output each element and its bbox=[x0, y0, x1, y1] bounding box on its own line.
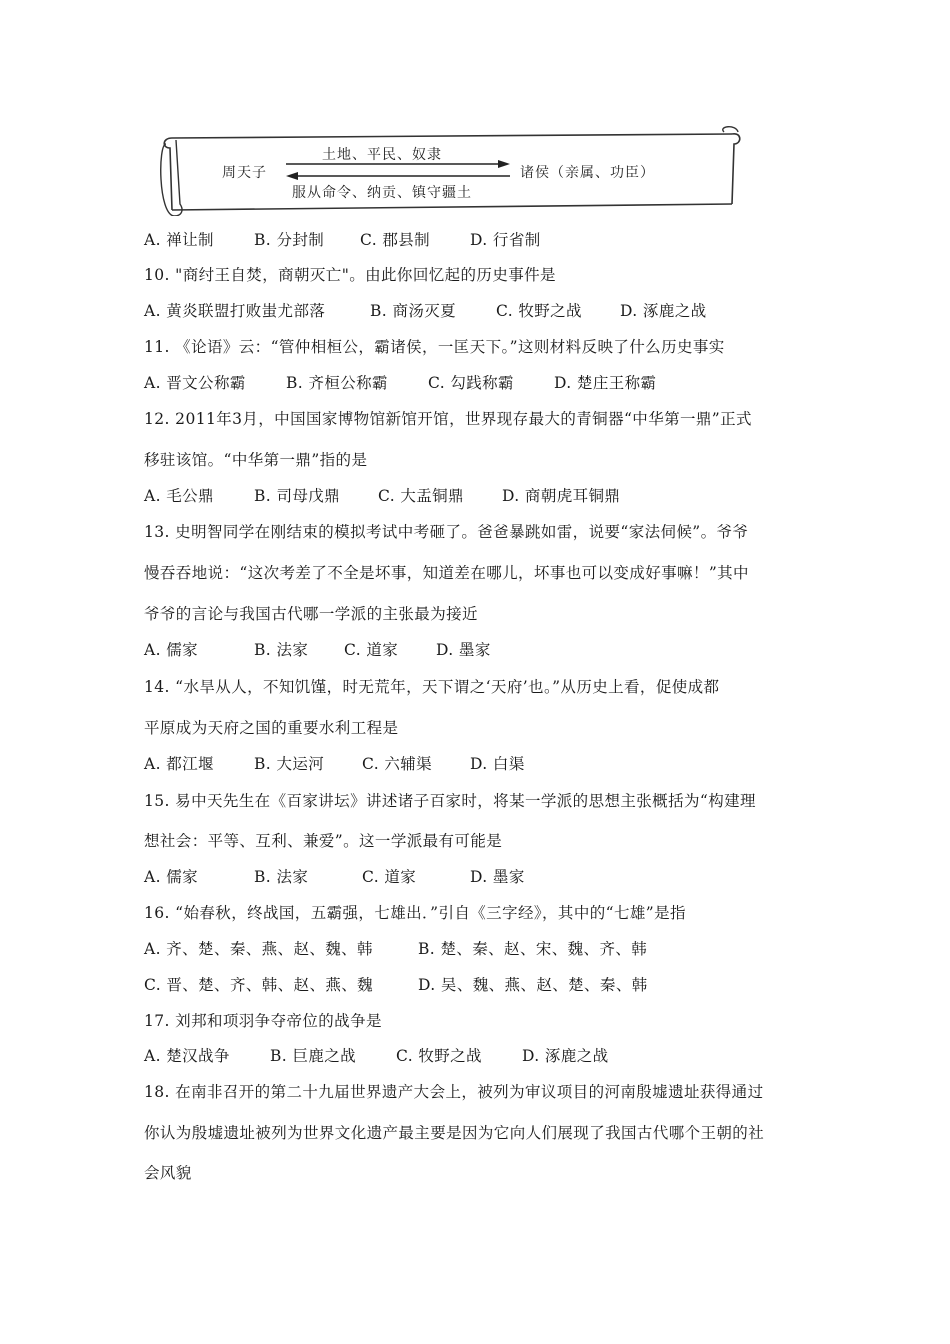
question-text: 移驻该馆。“中华第一鼎”指的是 bbox=[144, 451, 368, 469]
question-text: 18. 在南非召开的第二十九届世界遗产大会上，被列为审议项目的河南殷墟遗址获得通过 bbox=[144, 1083, 764, 1101]
question-text: 会风貌 bbox=[144, 1164, 192, 1182]
answer-option: A. 儒家 bbox=[144, 641, 199, 659]
answer-option: C. 晋、楚、齐、韩、赵、燕、魏 bbox=[144, 976, 374, 994]
answer-option: A. 都江堰 bbox=[144, 755, 214, 773]
answer-option: B. 巨鹿之战 bbox=[270, 1047, 357, 1065]
question-text: 11. 《论语》云：“管仲相桓公，霸诸侯，一匡天下。”这则材料反映了什么历史事实 bbox=[144, 338, 725, 356]
answer-options-row bbox=[144, 973, 804, 995]
answer-option: C. 大盂铜鼎 bbox=[378, 487, 464, 505]
question-text: 15. 易中天先生在《百家讲坛》讲述诸子百家时，将某一学派的思想主张概括为“构建理 bbox=[144, 792, 756, 810]
question-text: 爷爷的言论与我国古代哪一学派的主张最为接近 bbox=[144, 605, 478, 623]
answer-option: A. 儒家 bbox=[144, 868, 199, 886]
answer-option: B. 商汤灭夏 bbox=[370, 302, 457, 320]
answer-options-row bbox=[144, 752, 804, 774]
question-text: 14. “水旱从人，不知饥馑，时无荒年，天下谓之‘天府’也。”从历史上看，促使成都 bbox=[144, 678, 720, 696]
answer-option: D. 商朝虎耳铜鼎 bbox=[502, 487, 621, 505]
answer-option: A. 晋文公称霸 bbox=[144, 374, 246, 392]
answer-option: B. 法家 bbox=[254, 641, 309, 659]
answer-option: C. 勾践称霸 bbox=[428, 374, 514, 392]
answer-option: D. 墨家 bbox=[470, 868, 525, 886]
question-text: 17. 刘邦和项羽争夺帝位的战争是 bbox=[144, 1012, 382, 1030]
answer-option: B. 司母戊鼎 bbox=[254, 487, 341, 505]
vassal-label: 诸侯（亲属、功臣） bbox=[520, 165, 655, 181]
answer-option: A. 楚汉战争 bbox=[144, 1047, 230, 1065]
duty-arrow-label: 服从命令、纳贡、镇守疆土 bbox=[292, 185, 472, 201]
answer-option: C. 牧野之战 bbox=[396, 1047, 482, 1065]
answer-option: B. 法家 bbox=[254, 868, 309, 886]
question-text: 12. 2011年3月，中国国家博物馆新馆开馆，世界现存最大的青铜器“中华第一鼎”正式 bbox=[144, 410, 752, 428]
answer-option: D. 白渠 bbox=[470, 755, 525, 773]
answer-option: C. 道家 bbox=[344, 641, 399, 659]
question-text: 你认为殷墟遗址被列为世界文化遗产最主要是因为它向人们展现了我国古代哪个王朝的社 bbox=[144, 1124, 765, 1142]
answer-options-row bbox=[144, 228, 804, 250]
answer-option: C. 道家 bbox=[362, 868, 417, 886]
answer-option: B. 楚、秦、赵、宋、魏、齐、韩 bbox=[418, 940, 648, 958]
question-text: 慢吞吞地说：“这次考差了不全是坏事，知道差在哪儿，坏事也可以变成好事嘛！”其中 bbox=[144, 564, 749, 582]
grant-arrow-label: 土地、平民、奴隶 bbox=[322, 147, 442, 163]
answer-option: A. 齐、楚、秦、燕、赵、魏、韩 bbox=[144, 940, 373, 958]
answer-options-row bbox=[144, 1044, 804, 1066]
answer-options-row bbox=[144, 865, 804, 887]
answer-option: D. 墨家 bbox=[436, 641, 491, 659]
answer-option: C. 六辅渠 bbox=[362, 755, 433, 773]
answer-option: C. 牧野之战 bbox=[496, 302, 582, 320]
answer-options-row bbox=[144, 484, 804, 506]
feudal-system-diagram bbox=[158, 124, 742, 216]
answer-option: A. 黄炎联盟打败蚩尤部落 bbox=[144, 302, 326, 320]
answer-options-row bbox=[144, 371, 804, 393]
question-text: 10. "商纣王自焚，商朝灭亡"。由此你回忆起的历史事件是 bbox=[144, 266, 556, 284]
answer-options-row bbox=[144, 638, 804, 660]
answer-option: D. 楚庄王称霸 bbox=[554, 374, 657, 392]
zhou-king-label: 周天子 bbox=[222, 165, 267, 181]
answer-option: D. 行省制 bbox=[470, 231, 541, 249]
question-text: 13. 史明智同学在刚结束的模拟考试中考砸了。爸爸暴跳如雷，说要“家法伺候”。爷爷 bbox=[144, 523, 749, 541]
answer-option: B. 齐桓公称霸 bbox=[286, 374, 388, 392]
question-text: 想社会：平等、互利、兼爱”。这一学派最有可能是 bbox=[144, 832, 503, 850]
question-text: 16. “始春秋，终战国，五霸强，七雄出．”引自《三字经》，其中的“七雄”是指 bbox=[144, 904, 686, 922]
answer-option: A. 毛公鼎 bbox=[144, 487, 214, 505]
answer-option: D. 吴、魏、燕、赵、楚、秦、韩 bbox=[418, 976, 648, 994]
question-text: 平原成为天府之国的重要水利工程是 bbox=[144, 719, 399, 737]
answer-option: C. 郡县制 bbox=[360, 231, 431, 249]
answer-option: B. 大运河 bbox=[254, 755, 325, 773]
answer-options-row bbox=[144, 937, 804, 959]
answer-options-row bbox=[144, 299, 804, 321]
answer-option: B. 分封制 bbox=[254, 231, 325, 249]
answer-option: A. 禅让制 bbox=[144, 231, 214, 249]
answer-option: D. 涿鹿之战 bbox=[620, 302, 707, 320]
answer-option: D. 涿鹿之战 bbox=[522, 1047, 609, 1065]
